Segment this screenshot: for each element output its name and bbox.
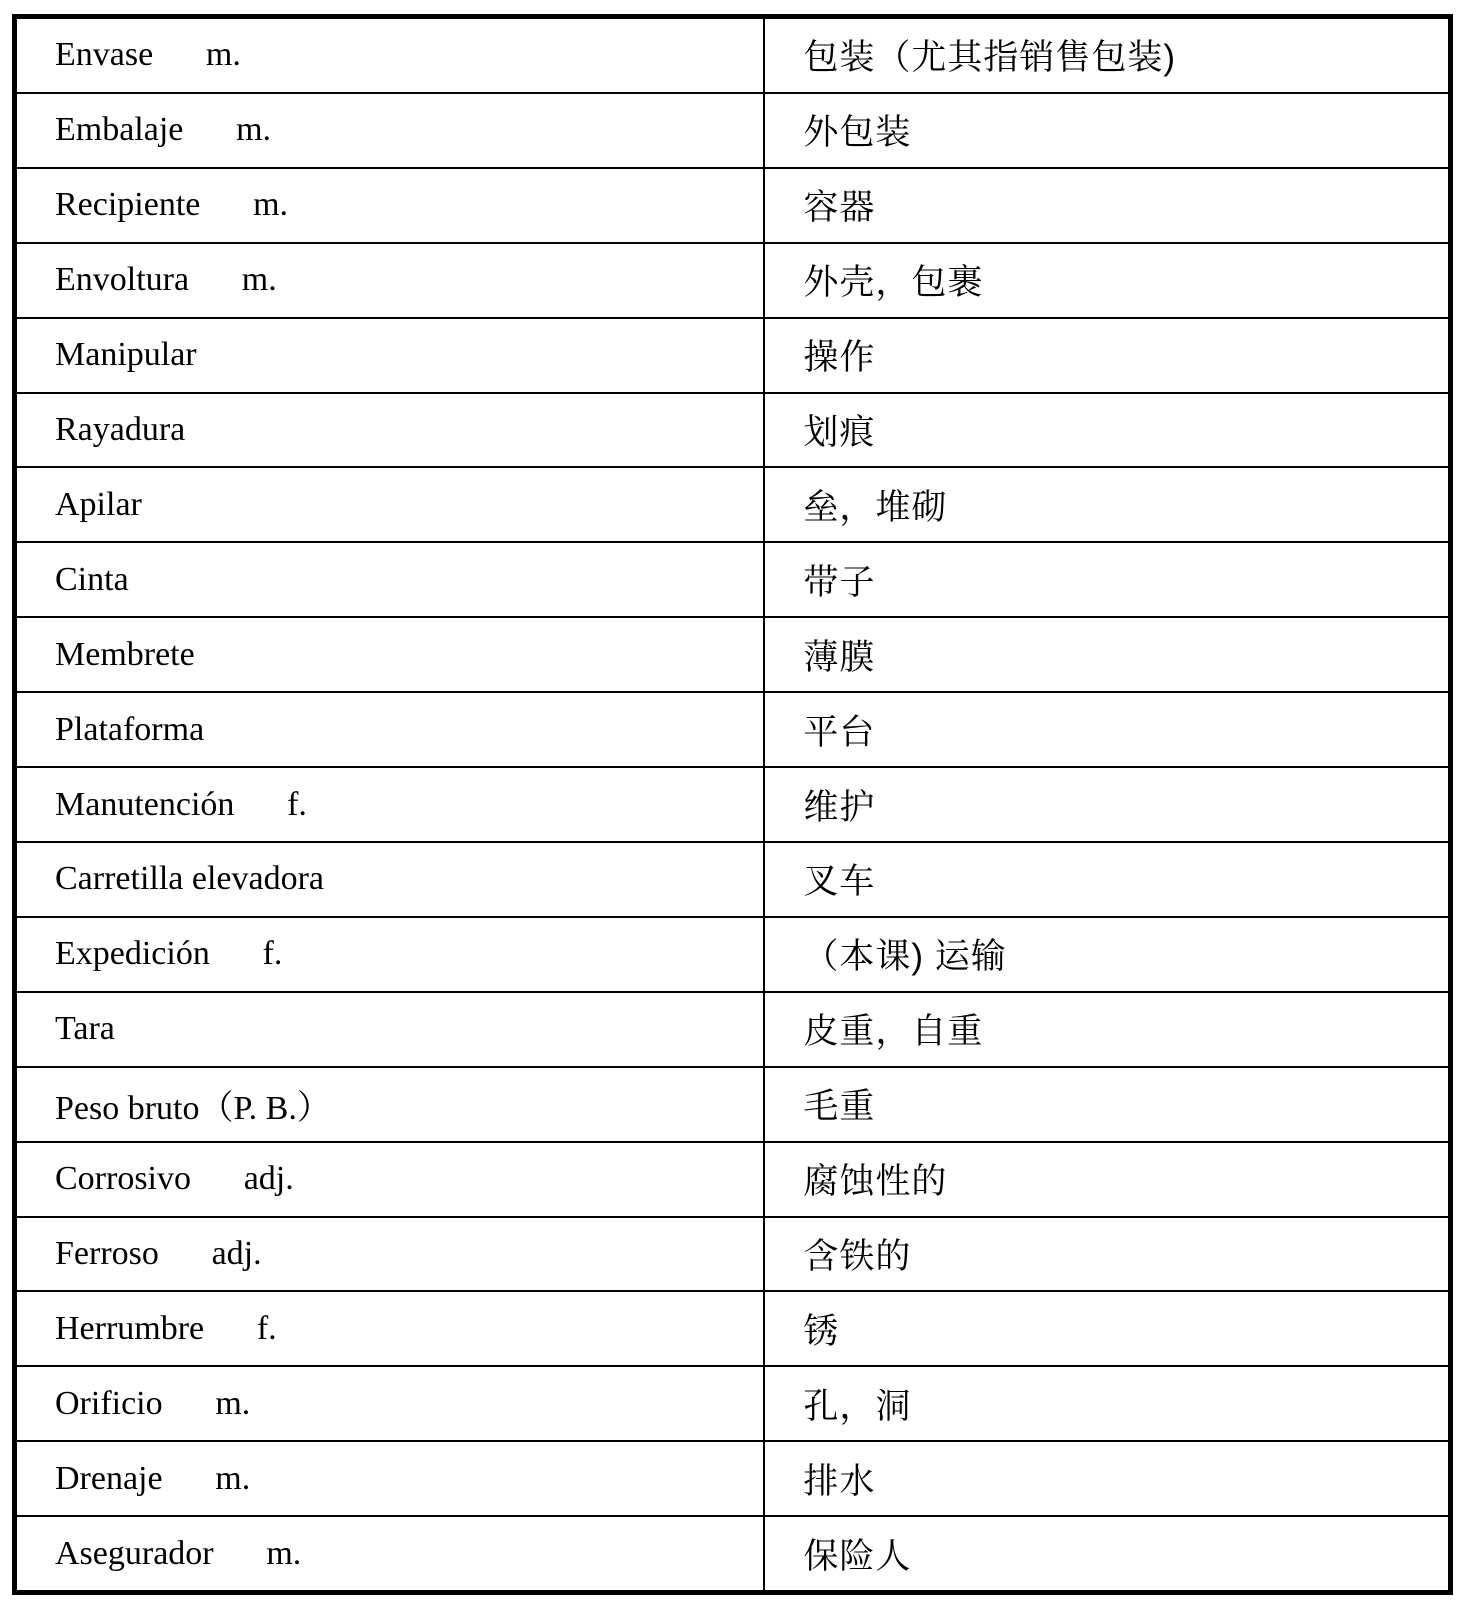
spanish-term-cell: [17, 1367, 765, 1440]
spanish-term-cell: [17, 1218, 765, 1291]
spanish-term: Apilar: [55, 485, 142, 523]
table-row: [17, 1141, 1448, 1216]
chinese-translation: 保险人: [803, 1536, 912, 1576]
gender-marker: m.: [253, 186, 289, 224]
chinese-translation-cell: [765, 1143, 1448, 1216]
spanish-term-cell: [17, 993, 765, 1066]
spanish-term-cell: [17, 1068, 765, 1141]
chinese-translation: 含铁的: [803, 1236, 912, 1276]
table-row: [17, 616, 1448, 691]
gender-marker: m.: [241, 261, 277, 299]
chinese-translation-cell: [765, 1517, 1448, 1590]
table-row: [17, 1066, 1448, 1141]
spanish-term-cell: [17, 693, 765, 766]
chinese-translation-cell: [765, 1292, 1448, 1365]
spanish-term: Cinta: [55, 560, 129, 598]
chinese-translation: 操作: [803, 338, 876, 378]
chinese-translation-cell: [765, 169, 1448, 242]
table-row: [17, 1290, 1448, 1365]
chinese-translation: 薄膜: [803, 637, 876, 677]
chinese-translation: 孔，洞: [803, 1386, 912, 1426]
chinese-translation-cell: [765, 693, 1448, 766]
chinese-translation: 维护: [803, 787, 876, 827]
spanish-term-cell: [17, 618, 765, 691]
chinese-translation-cell: [765, 843, 1448, 916]
gender-marker: m.: [215, 1459, 251, 1497]
gender-marker: m.: [205, 36, 241, 74]
spanish-term: Tara: [55, 1010, 115, 1048]
spanish-term: Carretilla elevadora: [55, 860, 325, 898]
table-row: [17, 392, 1448, 467]
spanish-term: Envase: [55, 36, 154, 74]
spanish-term: Peso bruto（P. B.）: [55, 1089, 331, 1127]
spanish-term-cell: [17, 244, 765, 317]
spanish-term-cell: [17, 468, 765, 541]
table-row: [17, 916, 1448, 991]
chinese-translation: 容器: [803, 188, 876, 228]
chinese-translation-cell: [765, 244, 1448, 317]
spanish-term-cell: [17, 1292, 765, 1365]
chinese-translation: 包装（尤其指销售包装): [803, 38, 1177, 78]
spanish-term: Ferroso: [55, 1234, 159, 1272]
chinese-translation-cell: [765, 993, 1448, 1066]
chinese-translation-cell: [765, 468, 1448, 541]
spanish-term: Orificio: [55, 1384, 163, 1422]
chinese-translation: 外包装: [803, 113, 912, 153]
table-row: [17, 1440, 1448, 1515]
chinese-translation: 锈: [803, 1311, 840, 1351]
spanish-term: Manipular: [55, 336, 197, 374]
table-row: [17, 841, 1448, 916]
chinese-translation-cell: [765, 543, 1448, 616]
table-row: [17, 167, 1448, 242]
gender-marker: m.: [236, 111, 272, 149]
gender-marker: adj.: [211, 1234, 262, 1272]
chinese-translation: 平台: [803, 712, 876, 752]
vocabulary-table: [12, 14, 1453, 1595]
gender-marker: m.: [266, 1534, 302, 1572]
gender-marker: f.: [256, 1309, 277, 1347]
table-row: [17, 19, 1448, 92]
chinese-translation-cell: [765, 319, 1448, 392]
table-row: [17, 541, 1448, 616]
chinese-translation-cell: [765, 768, 1448, 841]
chinese-translation-cell: [765, 1367, 1448, 1440]
spanish-term: Corrosivo: [55, 1160, 191, 1198]
table-row: [17, 991, 1448, 1066]
spanish-term: Asegurador: [55, 1534, 214, 1572]
spanish-term-cell: [17, 843, 765, 916]
chinese-translation-cell: [765, 1068, 1448, 1141]
chinese-translation: 排水: [803, 1461, 876, 1501]
chinese-translation: 叉车: [803, 862, 876, 902]
chinese-translation: 带子: [803, 562, 876, 602]
chinese-translation-cell: [765, 19, 1448, 92]
spanish-term: Rayadura: [55, 410, 186, 448]
gender-marker: adj.: [243, 1160, 294, 1198]
spanish-term: Recipiente: [55, 186, 201, 224]
table-row: [17, 466, 1448, 541]
spanish-term-cell: [17, 768, 765, 841]
chinese-translation-cell: [765, 918, 1448, 991]
chinese-translation: 腐蚀性的: [803, 1162, 948, 1202]
spanish-term-cell: [17, 169, 765, 242]
spanish-term-cell: [17, 319, 765, 392]
chinese-translation-cell: [765, 618, 1448, 691]
table-row: [17, 766, 1448, 841]
spanish-term-cell: [17, 1442, 765, 1515]
chinese-translation: 垒，堆砌: [803, 487, 948, 527]
spanish-term: Embalaje: [55, 111, 184, 149]
chinese-translation-cell: [765, 1442, 1448, 1515]
table-row: [17, 691, 1448, 766]
chinese-translation: 毛重: [803, 1087, 876, 1127]
chinese-translation-cell: [765, 1218, 1448, 1291]
table-row: [17, 1216, 1448, 1291]
gender-marker: f.: [287, 785, 307, 823]
spanish-term-cell: [17, 94, 765, 167]
chinese-translation: 皮重，自重: [803, 1012, 984, 1052]
spanish-term-cell: [17, 394, 765, 467]
spanish-term-cell: [17, 918, 765, 991]
spanish-term: Drenaje: [55, 1459, 163, 1497]
spanish-term: Plataforma: [55, 710, 205, 748]
spanish-term: Manutención: [55, 785, 235, 823]
spanish-term: Herrumbre: [55, 1309, 205, 1347]
gender-marker: f.: [262, 935, 283, 973]
chinese-translation: 划痕: [803, 412, 876, 452]
table-row: [17, 317, 1448, 392]
spanish-term: Envoltura: [55, 261, 190, 299]
chinese-translation: 外壳，包裹: [803, 263, 984, 303]
spanish-term-cell: [17, 19, 765, 92]
table-row: [17, 1515, 1448, 1590]
table-row: [17, 242, 1448, 317]
spanish-term-cell: [17, 543, 765, 616]
spanish-term: Membrete: [55, 635, 195, 673]
spanish-term-cell: [17, 1143, 765, 1216]
gender-marker: m.: [215, 1384, 251, 1422]
chinese-translation: （本课) 运输: [803, 937, 1007, 977]
spanish-term: Expedición: [55, 935, 210, 973]
chinese-translation-cell: [765, 94, 1448, 167]
table-row: [17, 92, 1448, 167]
spanish-term-cell: [17, 1517, 765, 1590]
table-row: [17, 1365, 1448, 1440]
chinese-translation-cell: [765, 394, 1448, 467]
